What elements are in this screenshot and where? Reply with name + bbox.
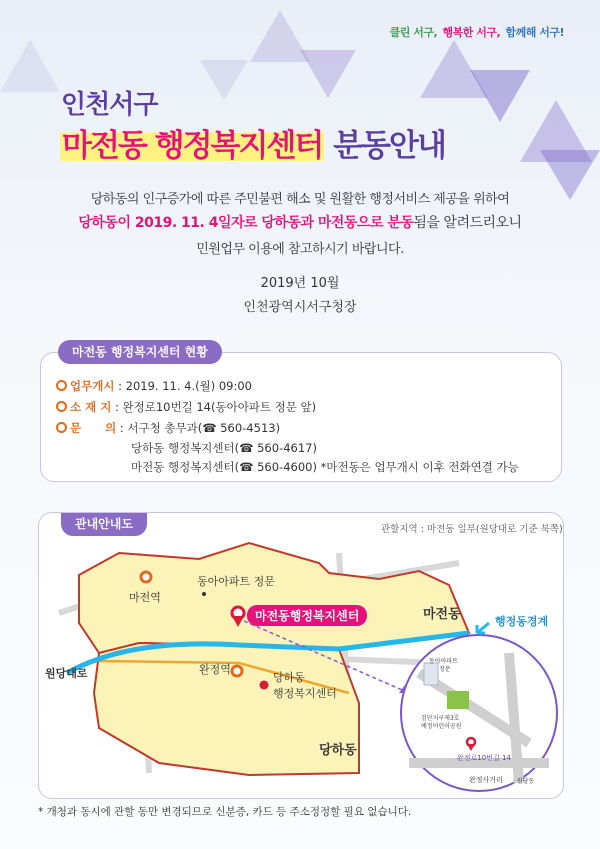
- status-tab: 마전동 행정복지센터 현황: [58, 340, 222, 364]
- inset-address: 완정로10번길 14: [457, 754, 511, 762]
- donga-gate-marker: [202, 592, 206, 596]
- inset-donga: 동아아파트: [429, 658, 458, 665]
- intro-line-1: 당하동의 인구증가에 따른 주민불편 해소 및 원활한 행정서비스 제공을 위하여: [90, 192, 510, 207]
- main-title-rest: 분동안내: [333, 128, 445, 164]
- city-title: 인천서구: [61, 90, 158, 120]
- info-row-address: [56, 399, 316, 415]
- intro-line-3: 민원업무 이용에 참고하시기 바랍니다.: [196, 242, 404, 257]
- main-title-highlight: 마전동 행정복지센터: [62, 128, 323, 164]
- slogan-part-2: 행복한 서구,: [442, 26, 501, 39]
- info-value: : 완정로10번길 14(동아아파트 정문 앞): [115, 400, 317, 414]
- intro-line-2-rest: 됨을 알려드리오니: [413, 215, 522, 231]
- majeon-station-marker: [141, 572, 151, 582]
- intro-line-2: [0, 212, 600, 232]
- signature: 인천광역시서구청장: [243, 300, 357, 315]
- danghadong-label: 당하동: [319, 743, 357, 758]
- majeon-station-label: 마전역: [129, 591, 161, 604]
- wanjeong-station-label: 완정역: [199, 663, 231, 676]
- contact-majeondong: 마전동 행정복지센터(☎ 560-4600) *마전동은 업무개시 이후 전화연결 가능: [131, 460, 519, 474]
- info-value: : 2019. 11. 4.(월) 09:00: [118, 379, 252, 393]
- slogan: [388, 24, 564, 40]
- map-card: [38, 512, 564, 799]
- notice-date: 2019년 10월: [260, 276, 340, 291]
- slogan-part-1: 클린 서구,: [389, 26, 438, 39]
- boundary-label: 행정동경계: [495, 615, 549, 628]
- contact-danghadong: 당하동 행정복지센터(☎ 560-4617): [131, 441, 317, 455]
- inset-school2: 예정어린이공원: [421, 723, 462, 730]
- donga-gate-label: 동아아파트 정문: [197, 575, 275, 588]
- jurisdiction-note: 관할지역 : 마전동 일부(원당대로 기준 북쪽): [381, 524, 563, 535]
- inset-corner: · 원당동: [513, 778, 535, 785]
- info-row-contact: [56, 420, 280, 436]
- info-row-start: [56, 378, 252, 394]
- main-title: [60, 120, 445, 165]
- danghadong-center-marker: [260, 681, 269, 690]
- info-key: 소 재 지: [56, 400, 111, 414]
- inset-gate: 정문: [439, 666, 451, 673]
- info-key: 업무개시: [56, 379, 114, 393]
- footnote: * 개청과 동시에 관할 동만 변경되므로 신분증, 카드 등 주소정정할 필요 없습니다.: [38, 806, 412, 818]
- intro-line-2-highlight: 당하동이 2019. 11. 4일자로 당하동과 마전동으로 분동: [78, 215, 414, 231]
- wanjeong-station-marker: [232, 666, 242, 676]
- slogan-part-3: 함께해 서구!: [505, 26, 564, 39]
- inset-school1: 검단지구제3호: [421, 715, 460, 722]
- inset-junction: 완정사거리: [469, 776, 503, 784]
- danghadong-center-label-2: 행정복지센터: [273, 687, 337, 700]
- danghadong-center-label-1: 당하동: [273, 671, 305, 684]
- majeondong-label: 마전동: [423, 607, 461, 622]
- wondang-road-label: 원당대로: [45, 667, 88, 680]
- map-tab: 관내안내도: [61, 512, 147, 536]
- boundary-arrow-icon: [477, 623, 489, 633]
- info-key: 문 의: [56, 421, 116, 435]
- center-label: 마전동행정복지센터: [247, 605, 367, 626]
- info-value: : 서구청 총무과(☎ 560-4513): [119, 421, 281, 435]
